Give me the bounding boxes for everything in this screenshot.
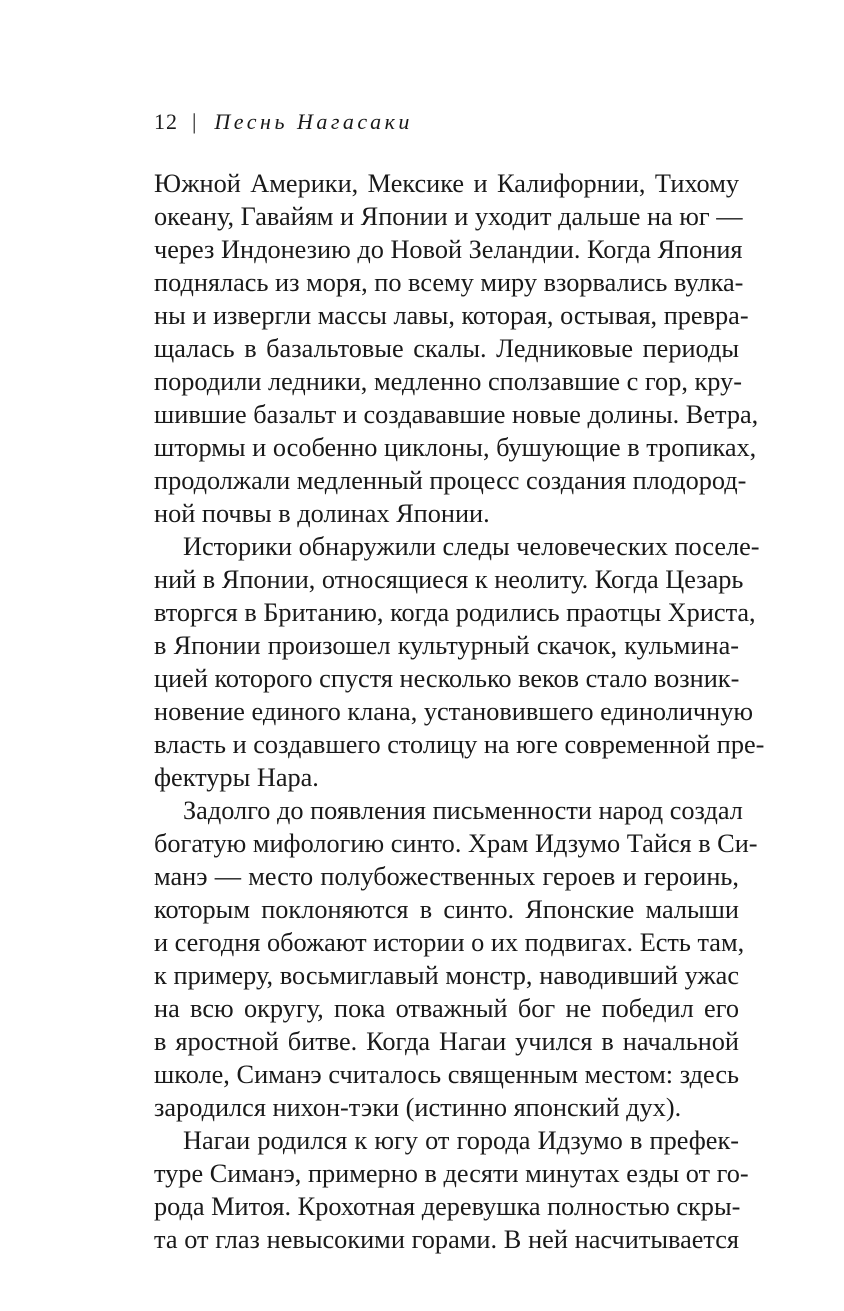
- paragraph-4: [154, 1124, 749, 1256]
- text-line: ны и извергли массы лавы, которая, остывая, превра-: [154, 301, 749, 330]
- text-line: фектуры Нара.: [154, 763, 319, 792]
- text-line: на всю округу, пока отважный бог не победил его: [154, 994, 739, 1023]
- page-number: 12: [154, 109, 178, 134]
- text-line: цией которого спустя несколько веков стало возник-: [154, 664, 740, 693]
- text-line: Нагаи родился к югу от города Идзумо в префек-: [183, 1126, 739, 1155]
- text-line: продолжали медленный процесс создания плодород-: [154, 466, 747, 495]
- text-line: в Японии произошел культурный скачок, кульмина-: [154, 631, 739, 660]
- text-line: рода Митоя. Крохотная деревушка полностью скры-: [154, 1192, 741, 1221]
- text-line: Задолго до появления письменности народ создал: [183, 796, 743, 825]
- text-line: власть и создавшего столицу на юге современной пре-: [154, 730, 765, 759]
- running-head: [154, 107, 413, 137]
- text-line: та от глаз невысокими горами. В ней насчитывается: [154, 1225, 739, 1254]
- text-line: поднялась из моря, по всему миру взорвались вулка-: [154, 268, 744, 297]
- text-line: щалась в базальтовые скалы. Ледниковые периоды: [154, 334, 739, 363]
- text-line: школе, Симанэ считалось священным местом: здесь: [154, 1060, 739, 1089]
- text-line: океану, Гавайям и Японии и уходит дальше на юг —: [154, 202, 743, 231]
- paragraph-3: [154, 794, 758, 1124]
- text-line: богатую мифологию синто. Храм Идзумо Тайся в Си-: [154, 829, 758, 858]
- paragraph-1: [154, 167, 759, 530]
- text-line: туре Симанэ, примерно в десяти минутах езды от го-: [154, 1159, 749, 1188]
- book-title: Песнь Нагасаки: [214, 109, 413, 134]
- paragraph-2: [154, 530, 765, 794]
- text-line: зародился нихон-тэки (истинно японский дух).: [154, 1093, 682, 1122]
- text-line: ний в Японии, относящиеся к неолиту. Когда Цезарь: [154, 565, 744, 594]
- text-line: Южной Америки, Мексике и Калифорнии, Тихому: [154, 169, 739, 198]
- body-text: [154, 167, 765, 1256]
- text-line: в яростной битве. Когда Нагаи учился в начальной: [154, 1027, 739, 1056]
- text-line: и сегодня обожают истории о их подвигах. Есть там,: [154, 928, 745, 957]
- text-line: манэ — место полубожественных героев и героинь,: [154, 862, 739, 891]
- text-line: ной почвы в долинах Японии.: [154, 499, 490, 528]
- text-line: новение единого клана, установившего единоличную: [154, 697, 754, 726]
- running-head-separator: |: [192, 109, 197, 134]
- text-line: породили ледники, медленно сползавшие с гор, кру-: [154, 367, 742, 396]
- text-line: Историки обнаружили следы человеческих поселе-: [183, 532, 760, 561]
- text-line: вторгся в Британию, когда родились праотцы Христа,: [154, 598, 756, 627]
- text-line: шившие базальт и создававшие новые долины. Ветра,: [154, 400, 759, 429]
- text-line: через Индонезию до Новой Зеландии. Когда Япония: [154, 235, 743, 264]
- text-line: которым поклоняются в синто. Японские малыши: [154, 895, 739, 924]
- text-line: штормы и особенно циклоны, бушующие в тропиках,: [154, 433, 757, 462]
- text-line: к примеру, восьмиглавый монстр, наводивший ужас: [154, 961, 739, 990]
